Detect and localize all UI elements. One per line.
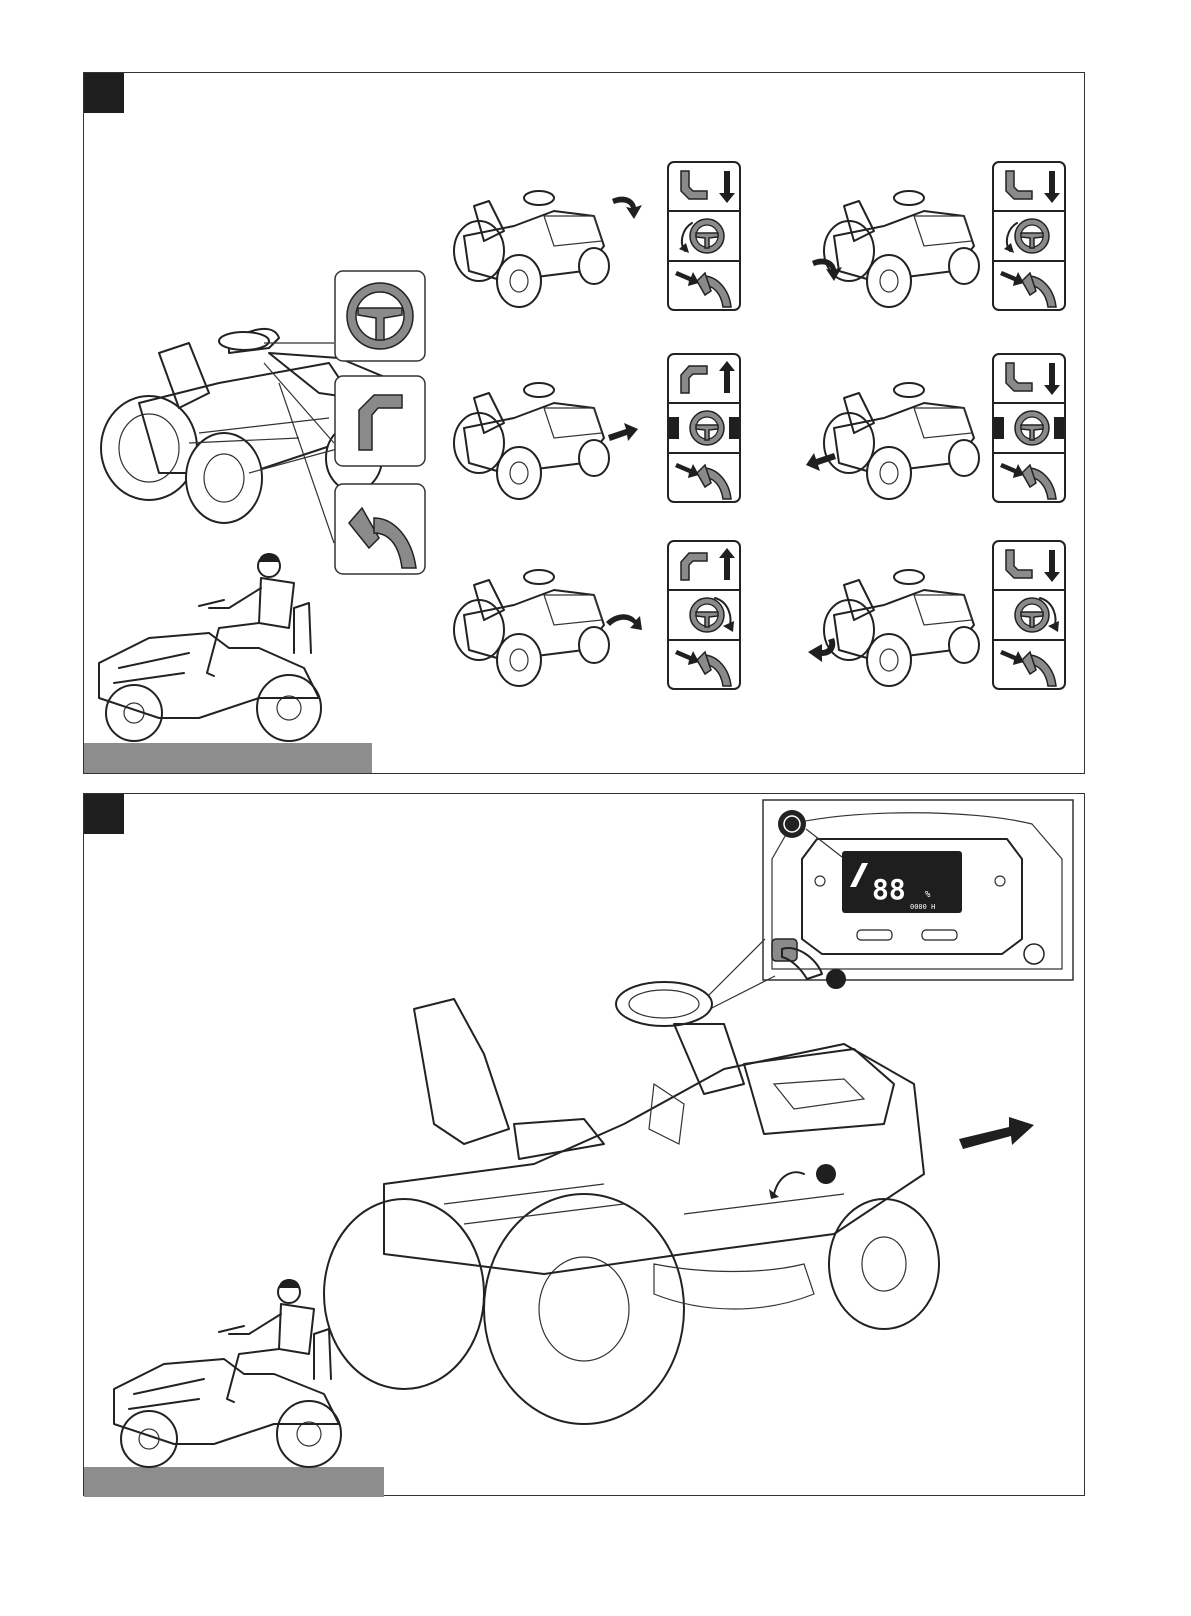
large-tractor-illustration — [324, 974, 944, 1394]
forward-direction-arrow — [954, 1109, 1044, 1159]
power-button[interactable] — [1024, 944, 1044, 964]
reverse-straight-arrow-icon — [804, 443, 844, 479]
small-tractor-forward-straight — [444, 378, 619, 508]
instruction-box-reverse-straight — [992, 353, 1066, 503]
steering-wheel-icon — [334, 270, 426, 362]
callout-2 — [816, 1164, 836, 1184]
forward-right-arrow-icon — [604, 600, 644, 636]
reverse-left-arrow-icon — [804, 251, 844, 287]
panel-number-tab — [84, 794, 124, 834]
light-mode-button[interactable] — [857, 930, 892, 940]
small-tractor-forward-right — [444, 565, 619, 695]
small-tractor-reverse-left — [444, 186, 619, 316]
display-unit: % — [925, 890, 931, 900]
instruction-box-forward-straight — [667, 353, 741, 503]
blade-button[interactable] — [922, 930, 957, 940]
display-main-value: 88 — [872, 873, 906, 906]
instruction-box-reverse-right — [992, 540, 1066, 690]
instruction-box-reverse-left — [667, 161, 741, 311]
panel-steering — [83, 72, 1085, 774]
reverse-right-arrow-icon — [804, 630, 844, 666]
forward-pedal-icon — [334, 375, 426, 467]
instruction-box-reverse-left — [992, 161, 1066, 311]
brake-pedal-icon — [334, 483, 426, 575]
forward-straight-arrow-icon — [604, 413, 644, 449]
instruction-box-forward-right — [667, 540, 741, 690]
operator-on-mower — [104, 1274, 354, 1474]
operator-on-mower — [89, 548, 329, 748]
panel-number-tab — [84, 73, 124, 113]
reverse-left-arrow-icon — [604, 189, 644, 225]
panel-drive-forward — [83, 793, 1085, 1496]
display-hour-meter: 0000 H — [910, 903, 936, 911]
